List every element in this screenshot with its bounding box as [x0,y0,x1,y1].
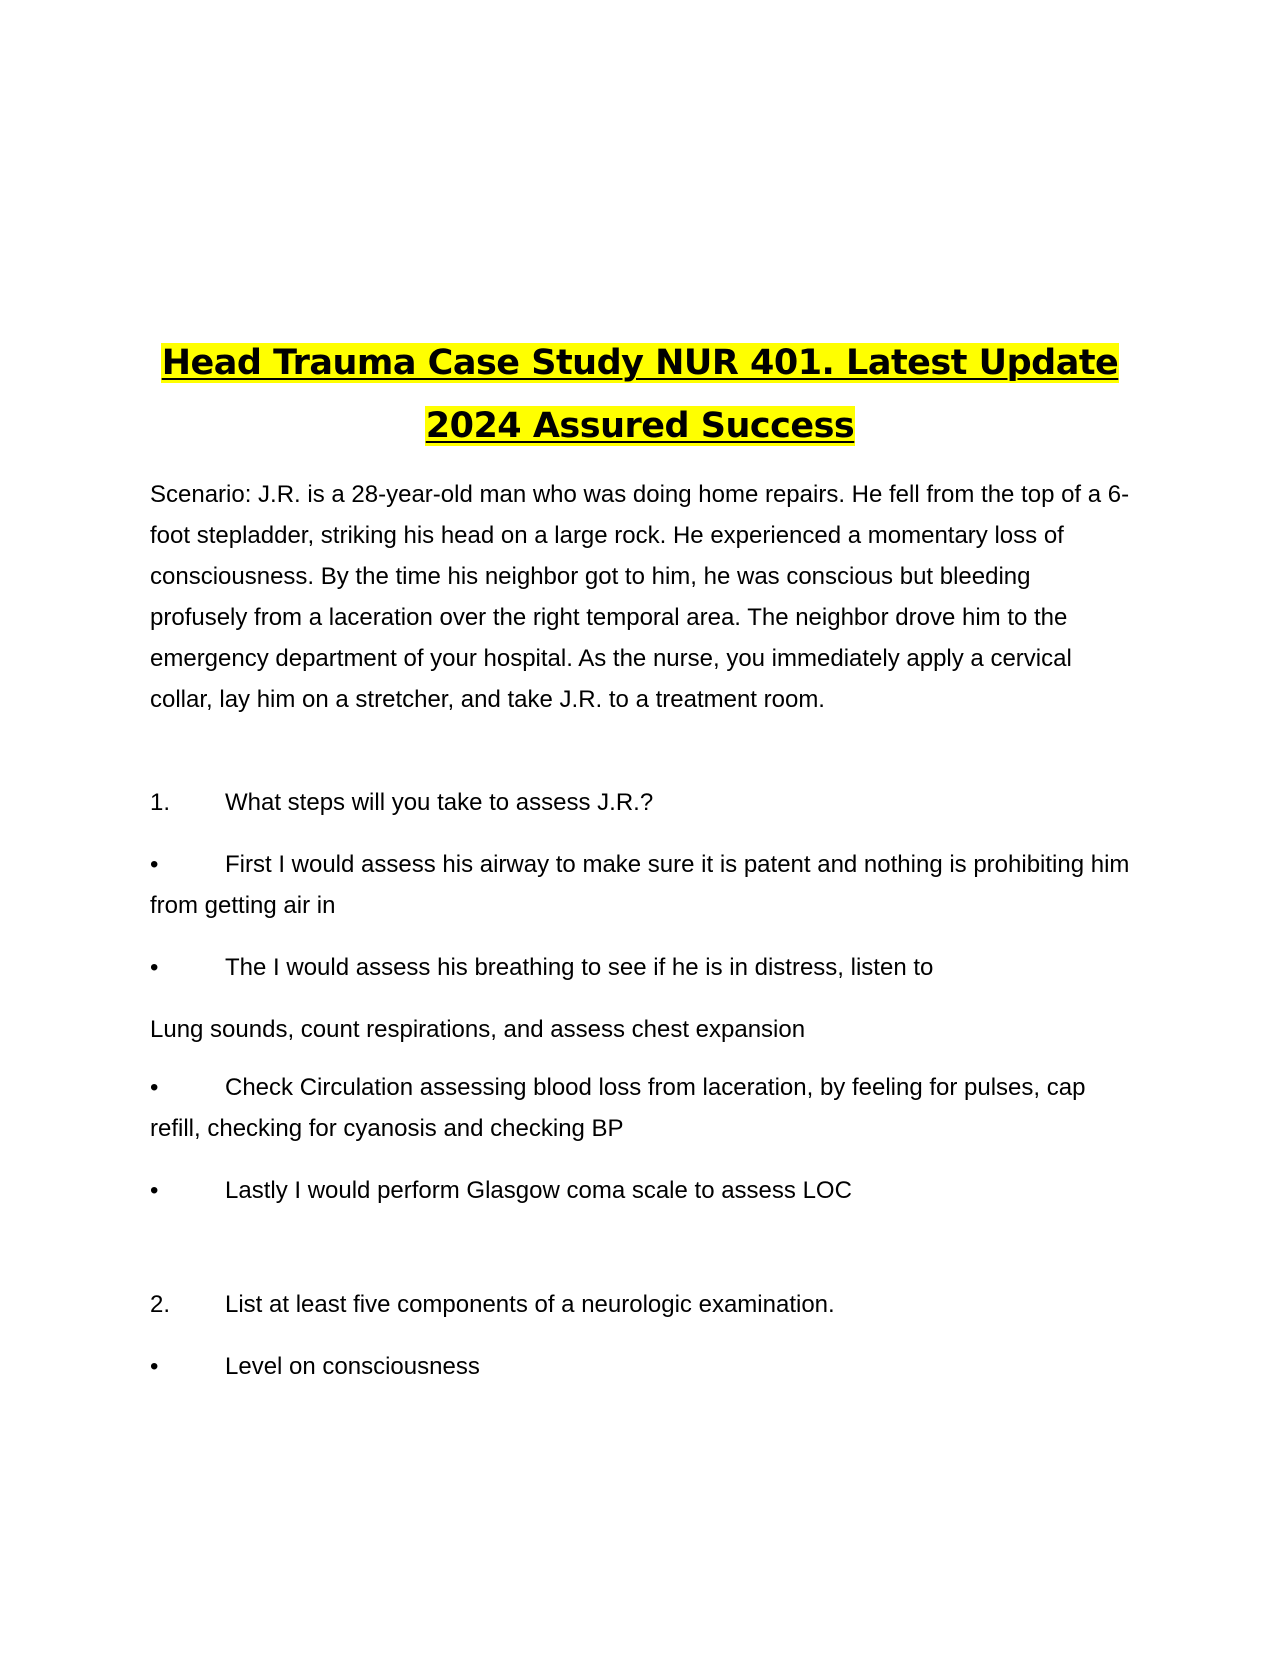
list-item [150,947,1130,988]
document-body [150,332,1130,1408]
question-2 [150,1284,1130,1325]
list-item-text: Lastly I would perform Glasgow coma scale to assess LOC [225,1177,852,1204]
bullet-icon: • [150,851,159,878]
title-line-2: 2024 Assured Success [425,406,855,446]
list-item [150,1067,1130,1149]
document-title [150,332,1130,458]
bullet-icon: • [150,1177,159,1204]
question-number: 2. [150,1291,171,1318]
list-item-text: First I would assess his airway to make sure it is patent and nothing is prohibiting him from getting air in [150,851,1130,919]
question-number: 1. [150,789,171,816]
list-item [150,844,1130,926]
list-item-text: Check Circulation assessing blood loss from laceration, by feeling for pulses, cap refill, checking for cyanosis and checking BP [150,1074,1086,1142]
bullet-icon: • [150,1353,159,1380]
bullet-icon: • [150,1074,159,1101]
bullet-icon: • [150,954,159,981]
title-line-1: Head Trauma Case Study NUR 401. Latest Update [161,343,1119,383]
list-item [150,1346,1130,1387]
list-item [150,1170,1130,1211]
list-item-text: Level on consciousness [225,1353,480,1380]
question-text: List at least five components of a neurologic examination. [225,1291,835,1318]
question-text: What steps will you take to assess J.R.? [225,789,654,816]
spacer [150,720,1130,782]
list-item-continuation: Lung sounds, count respirations, and assess chest expansion [150,1016,806,1043]
list-item-text: The I would assess his breathing to see if he is in distress, listen to [225,954,934,981]
scenario-paragraph: Scenario: J.R. is a 28-year-old man who was doing home repairs. He fell from the top of a 6-foot stepladder, striking his head on a large rock. He experienced a momentary loss of consciousness. By the time his neighbor got to him, he was conscious but bleeding profusely from a laceration over the right temporal area. The neighbor drove him to the emergency department of your hospital. As the nurse, you immediately apply a cervical collar, lay him on a stretcher, and take J.R. to a treatment room. [150,481,1130,713]
question-1 [150,782,1130,823]
spacer [150,1232,1130,1284]
